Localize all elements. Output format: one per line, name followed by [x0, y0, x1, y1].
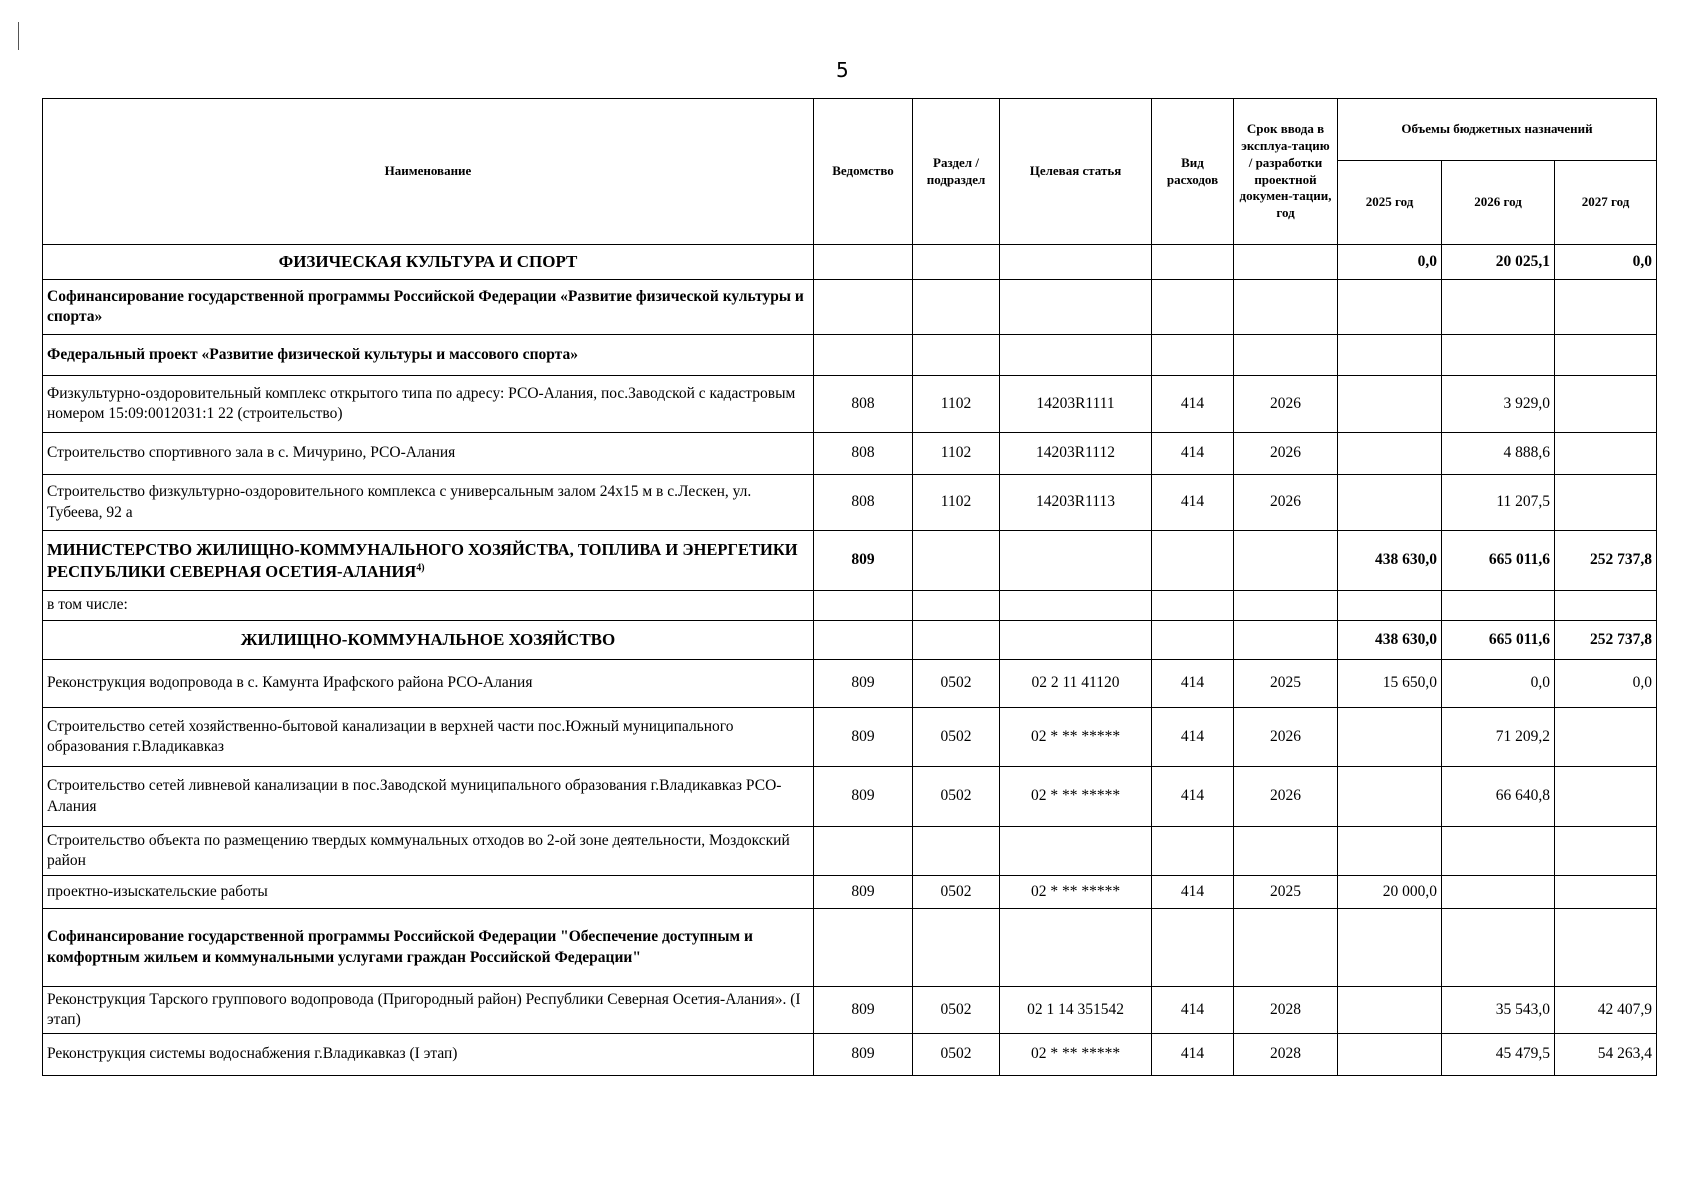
row-target: [1000, 591, 1152, 621]
row-dept: 808: [814, 433, 913, 475]
row-v2026: 3 929,0: [1442, 376, 1555, 433]
row-term: 2026: [1234, 475, 1338, 531]
row-target: [1000, 531, 1152, 591]
row-dept: [814, 280, 913, 335]
row-exp: 414: [1152, 660, 1234, 708]
row-target: 02 2 11 41120: [1000, 660, 1152, 708]
row-v2027: [1555, 767, 1657, 827]
row-exp: 414: [1152, 987, 1234, 1034]
row-dept: [814, 621, 913, 660]
row-target: 02 * ** *****: [1000, 708, 1152, 767]
row-exp: 414: [1152, 475, 1234, 531]
row-v2027: [1555, 433, 1657, 475]
row-v2026: 35 543,0: [1442, 987, 1555, 1034]
table-row: [43, 335, 1657, 376]
row-name: Строительство спортивного зала в с. Мичурино, РСО-Алания: [43, 433, 814, 475]
budget-table: [42, 98, 1657, 1076]
row-target: 02 1 14 351542: [1000, 987, 1152, 1034]
row-name: Софинансирование государственной программы Российской Федерации "Обеспечение доступным и комфортным жильем и коммунальными услугами граждан Российской Федерации": [43, 909, 814, 987]
row-dept: 808: [814, 475, 913, 531]
header-expense: Вид расходов: [1152, 99, 1234, 245]
row-v2026: [1442, 335, 1555, 376]
table-row: [43, 1034, 1657, 1076]
row-v2026: [1442, 909, 1555, 987]
row-v2026: 665 011,6: [1442, 531, 1555, 591]
row-exp: 414: [1152, 708, 1234, 767]
row-target: [1000, 280, 1152, 335]
table-row: [43, 767, 1657, 827]
scan-edge-mark: [18, 22, 19, 50]
row-exp: 414: [1152, 1034, 1234, 1076]
row-name: Физкультурно-оздоровительный комплекс открытого типа по адресу: РСО-Алания, пос.Заводской с кадастровым номером 15:09:0012031:1 22 (строительство): [43, 376, 814, 433]
table-row: [43, 280, 1657, 335]
row-v2025: [1338, 591, 1442, 621]
row-v2027: [1555, 876, 1657, 909]
row-term: [1234, 909, 1338, 987]
row-v2026: 0,0: [1442, 660, 1555, 708]
row-v2025: 0,0: [1338, 245, 1442, 280]
row-name: Софинансирование государственной программы Российской Федерации «Развитие физической культуры и спорта»: [43, 280, 814, 335]
row-v2027: [1555, 376, 1657, 433]
row-sect: [913, 909, 1000, 987]
table-row: [43, 531, 1657, 591]
row-v2027: [1555, 827, 1657, 876]
row-v2026: 20 025,1: [1442, 245, 1555, 280]
header-department: Ведомство: [814, 99, 913, 245]
row-dept: 808: [814, 376, 913, 433]
row-v2025: [1338, 335, 1442, 376]
row-dept: 809: [814, 767, 913, 827]
row-dept: 809: [814, 531, 913, 591]
row-v2027: 42 407,9: [1555, 987, 1657, 1034]
row-dept: 809: [814, 708, 913, 767]
table-row: [43, 376, 1657, 433]
row-sect: 0502: [913, 876, 1000, 909]
row-v2027: 0,0: [1555, 660, 1657, 708]
row-sect: [913, 280, 1000, 335]
row-dept: [814, 335, 913, 376]
row-v2027: 54 263,4: [1555, 1034, 1657, 1076]
row-v2025: 438 630,0: [1338, 621, 1442, 660]
row-dept: [814, 909, 913, 987]
row-v2026: 66 640,8: [1442, 767, 1555, 827]
row-exp: 414: [1152, 376, 1234, 433]
row-exp: [1152, 591, 1234, 621]
row-sect: 1102: [913, 376, 1000, 433]
page-number: 5: [836, 58, 849, 82]
row-sect: 0502: [913, 708, 1000, 767]
row-term: 2026: [1234, 767, 1338, 827]
row-dept: [814, 591, 913, 621]
row-name: Федеральный проект «Развитие физической культуры и массового спорта»: [43, 335, 814, 376]
row-term: [1234, 591, 1338, 621]
row-exp: [1152, 280, 1234, 335]
row-name: Строительство объекта по размещению твердых коммунальных отходов во 2-ой зоне деятельности, Моздокский район: [43, 827, 814, 876]
row-v2025: [1338, 987, 1442, 1034]
row-term: 2025: [1234, 660, 1338, 708]
row-exp: 414: [1152, 433, 1234, 475]
row-v2025: [1338, 475, 1442, 531]
row-name: Реконструкция водопровода в с. Камунта Ирафского района РСО-Алания: [43, 660, 814, 708]
row-term: [1234, 531, 1338, 591]
header-2027: 2027 год: [1555, 161, 1657, 245]
row-exp: 414: [1152, 876, 1234, 909]
row-dept: [814, 245, 913, 280]
row-dept: 809: [814, 660, 913, 708]
table-row: [43, 475, 1657, 531]
row-name: проектно-изыскательские работы: [43, 876, 814, 909]
table-row: [43, 433, 1657, 475]
row-v2025: [1338, 708, 1442, 767]
row-term: 2026: [1234, 433, 1338, 475]
row-term: [1234, 245, 1338, 280]
row-target: 02 * ** *****: [1000, 767, 1152, 827]
row-v2027: 0,0: [1555, 245, 1657, 280]
row-exp: [1152, 245, 1234, 280]
row-dept: 809: [814, 1034, 913, 1076]
row-term: 2026: [1234, 376, 1338, 433]
footnote-marker: 4): [416, 562, 425, 573]
row-v2025: [1338, 280, 1442, 335]
ministry-name: МИНИСТЕРСТВО ЖИЛИЩНО-КОММУНАЛЬНОГО ХОЗЯЙСТВА, ТОПЛИВА И ЭНЕРГЕТИКИ РЕСПУБЛИКИ СЕВЕРНАЯ ОСЕТИЯ-АЛАНИЯ: [47, 540, 798, 581]
row-sect: [913, 621, 1000, 660]
row-name: в том числе:: [43, 591, 814, 621]
table-row: [43, 876, 1657, 909]
row-target: 14203R1112: [1000, 433, 1152, 475]
row-target: 02 * ** *****: [1000, 1034, 1152, 1076]
row-v2025: 20 000,0: [1338, 876, 1442, 909]
row-name: Строительство сетей ливневой канализации в пос.Заводской муниципального образования г.Владикавказ РСО-Алания: [43, 767, 814, 827]
row-v2026: 665 011,6: [1442, 621, 1555, 660]
row-name: [43, 531, 814, 591]
row-name: Реконструкция системы водоснабжения г.Владикавказ (I этап): [43, 1034, 814, 1076]
row-v2026: 71 209,2: [1442, 708, 1555, 767]
table-row: [43, 245, 1657, 280]
row-name: Строительство физкультурно-оздоровительного комплекса с универсальным залом 24х15 м в с.Лескен, ул. Тубеева, 92 а: [43, 475, 814, 531]
row-v2027: [1555, 335, 1657, 376]
row-term: [1234, 335, 1338, 376]
row-sect: 0502: [913, 987, 1000, 1034]
row-sect: [913, 335, 1000, 376]
table-row: [43, 827, 1657, 876]
row-v2027: [1555, 708, 1657, 767]
row-target: 14203R1113: [1000, 475, 1152, 531]
row-exp: [1152, 827, 1234, 876]
row-exp: [1152, 909, 1234, 987]
row-v2027: [1555, 280, 1657, 335]
row-name: Реконструкция Тарского группового водопровода (Пригородный район) Республики Северная Осетия-Алания». (I этап): [43, 987, 814, 1034]
row-target: [1000, 827, 1152, 876]
row-term: [1234, 621, 1338, 660]
row-exp: 414: [1152, 767, 1234, 827]
row-sect: [913, 531, 1000, 591]
row-term: 2028: [1234, 1034, 1338, 1076]
row-term: [1234, 280, 1338, 335]
header-target: Целевая статья: [1000, 99, 1152, 245]
row-sect: [913, 245, 1000, 280]
row-exp: [1152, 335, 1234, 376]
row-sect: 1102: [913, 433, 1000, 475]
row-term: 2026: [1234, 708, 1338, 767]
row-dept: 809: [814, 987, 913, 1034]
row-exp: [1152, 621, 1234, 660]
row-v2025: [1338, 433, 1442, 475]
row-sect: 1102: [913, 475, 1000, 531]
row-term: 2028: [1234, 987, 1338, 1034]
row-v2025: 15 650,0: [1338, 660, 1442, 708]
row-v2025: [1338, 827, 1442, 876]
row-v2025: [1338, 376, 1442, 433]
table-row: [43, 987, 1657, 1034]
header-name: Наименование: [43, 99, 814, 245]
header-2025: 2025 год: [1338, 161, 1442, 245]
row-target: 14203R1111: [1000, 376, 1152, 433]
table-row: [43, 621, 1657, 660]
row-sect: [913, 591, 1000, 621]
row-v2027: [1555, 475, 1657, 531]
row-dept: [814, 827, 913, 876]
row-target: [1000, 621, 1152, 660]
row-target: [1000, 909, 1152, 987]
row-sect: [913, 827, 1000, 876]
row-name: ЖИЛИЩНО-КОММУНАЛЬНОЕ ХОЗЯЙСТВО: [43, 621, 814, 660]
row-sect: 0502: [913, 660, 1000, 708]
row-sect: 0502: [913, 1034, 1000, 1076]
row-v2026: 11 207,5: [1442, 475, 1555, 531]
row-v2026: [1442, 280, 1555, 335]
table-row: [43, 660, 1657, 708]
row-v2027: 252 737,8: [1555, 531, 1657, 591]
header-term: Срок ввода в эксплуа-тацию / разработки проектной докумен-тации, год: [1234, 99, 1338, 245]
row-v2027: 252 737,8: [1555, 621, 1657, 660]
row-v2026: [1442, 876, 1555, 909]
row-v2025: 438 630,0: [1338, 531, 1442, 591]
row-name: ФИЗИЧЕСКАЯ КУЛЬТУРА И СПОРТ: [43, 245, 814, 280]
row-v2025: [1338, 909, 1442, 987]
row-term: [1234, 827, 1338, 876]
row-target: 02 * ** *****: [1000, 876, 1152, 909]
row-term: 2025: [1234, 876, 1338, 909]
row-sect: 0502: [913, 767, 1000, 827]
row-v2026: 4 888,6: [1442, 433, 1555, 475]
row-v2025: [1338, 1034, 1442, 1076]
header-section: Раздел / подраздел: [913, 99, 1000, 245]
header-volumes: Объемы бюджетных назначений: [1338, 99, 1657, 161]
table-row: [43, 591, 1657, 621]
header-2026: 2026 год: [1442, 161, 1555, 245]
table-row: [43, 708, 1657, 767]
row-dept: 809: [814, 876, 913, 909]
table-row: [43, 909, 1657, 987]
row-target: [1000, 245, 1152, 280]
row-v2026: [1442, 591, 1555, 621]
row-v2027: [1555, 909, 1657, 987]
row-v2026: 45 479,5: [1442, 1034, 1555, 1076]
row-v2026: [1442, 827, 1555, 876]
row-name: Строительство сетей хозяйственно-бытовой канализации в верхней части пос.Южный муниципального образования г.Владикавказ: [43, 708, 814, 767]
row-target: [1000, 335, 1152, 376]
row-v2027: [1555, 591, 1657, 621]
row-exp: [1152, 531, 1234, 591]
row-v2025: [1338, 767, 1442, 827]
